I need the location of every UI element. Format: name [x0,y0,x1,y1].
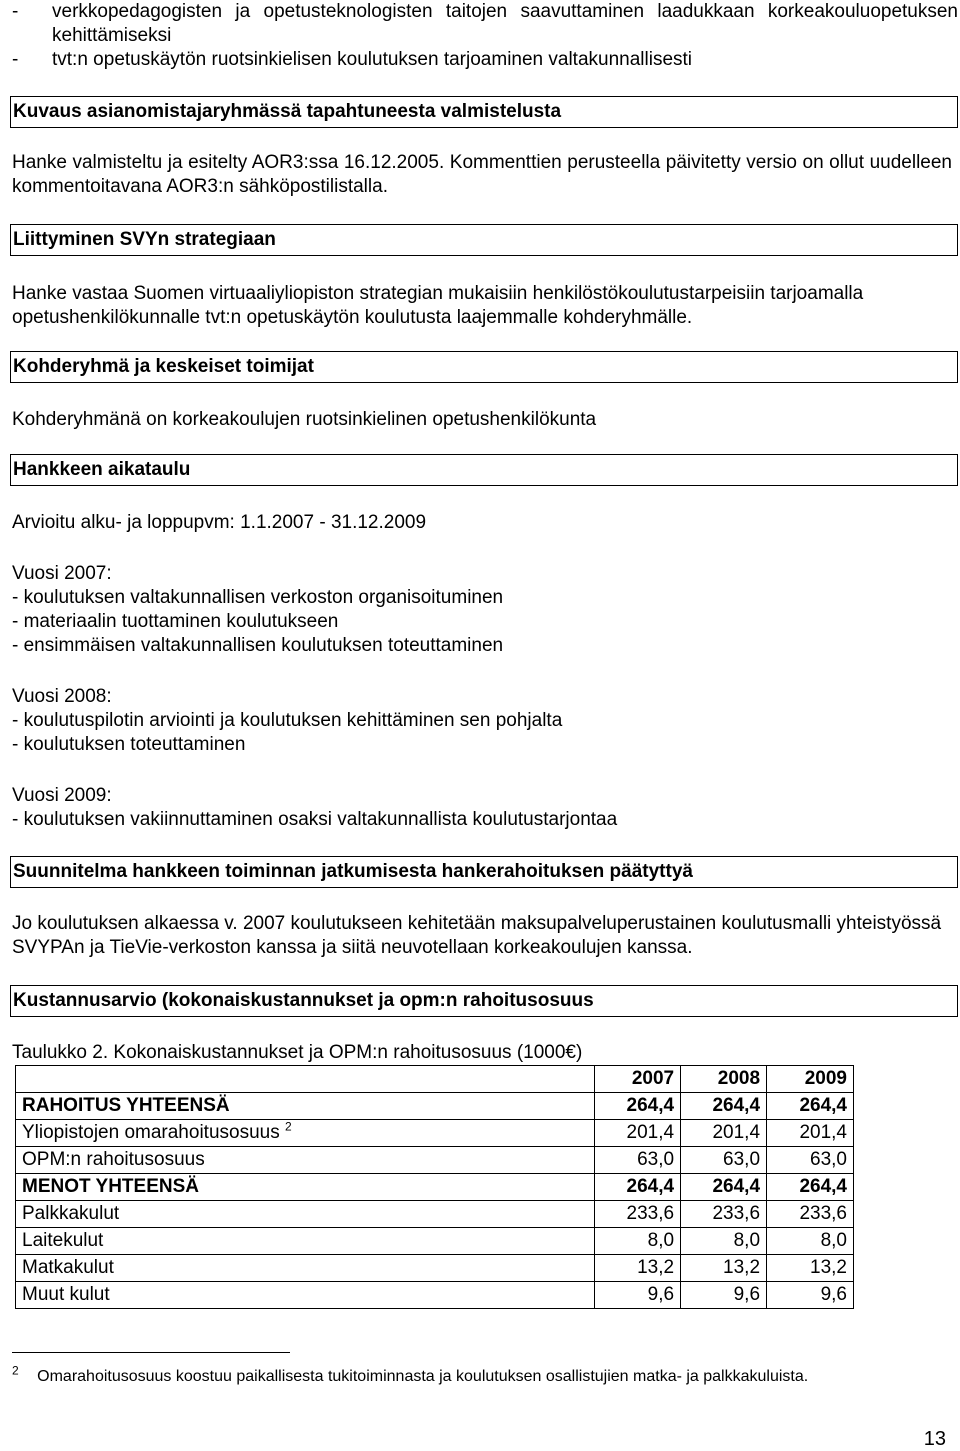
table-cell [16,1066,595,1093]
table-cell: 8,0 [681,1228,767,1255]
year-label: Vuosi 2009: [12,785,112,806]
table-cell: 63,0 [681,1147,767,1174]
table-cell: 13,2 [681,1255,767,1282]
kohderyhma-body: Kohderyhmänä on korkeakoulujen ruotsinkielinen opetushenkilökunta [12,409,597,430]
section-heading-strategia: Liittyminen SVYn strategiaan [10,224,958,256]
row-label: Matkakulut [16,1255,595,1282]
list-item: - tvt:n opetuskäytön ruotsinkielisen koulutuksen tarjoaminen valtakunnallisesti [12,49,693,70]
footnote-text: Omarahoitusosuus koostuu paikallisesta tukitoiminnasta ja koulutuksen osallistujien matka- ja palkkakuluista. [37,1368,809,1385]
table-cell: 264,4 [767,1174,854,1201]
table-cell: 9,6 [767,1282,854,1309]
list-item: - koulutuksen toteuttaminen [12,734,246,755]
table-cell: 233,6 [595,1201,681,1228]
table-row [16,1120,854,1147]
section-heading-jatko: Suunnitelma hankkeen toiminnan jatkumisesta hankerahoituksen päätyttyä [10,856,958,888]
table-cell: 264,4 [681,1093,767,1120]
kuvaus-body: Hanke valmisteltu ja esitelty AOR3:ssa 16.12.2005. Kommenttien perusteella päivitetty versio on ollut uudelleen kommentoitavana AOR3:n sähköpostilistalla. [12,152,952,197]
table-cell: 13,2 [767,1255,854,1282]
schedule-2009 [12,784,958,832]
footnote-mark: 2 [12,1363,19,1378]
schedule-2008 [12,685,958,757]
list-item: - koulutuksen vakiinnuttaminen osaksi valtakunnallista koulutustarjontaa [12,809,618,830]
list-item: - verkkopedagogisten ja opetusteknologisten taitojen saavuttaminen laadukkaan korkeakouluopetuksen kehittämiseksi [12,1,958,46]
row-label: Laitekulut [16,1228,595,1255]
table-cell: 201,4 [595,1120,681,1147]
section-heading-aikataulu: Hankkeen aikataulu [10,454,958,486]
table-cell: 201,4 [681,1120,767,1147]
table-cell: 8,0 [595,1228,681,1255]
intro-list [12,0,958,72]
table-cell: 9,6 [681,1282,767,1309]
table-cell: 233,6 [767,1201,854,1228]
table-row [16,1282,854,1309]
list-item: - koulutuksen valtakunnallisen verkoston organisoituminen [12,587,504,608]
table-cell: 264,4 [767,1093,854,1120]
strategia-body: Hanke vastaa Suomen virtuaaliyliopiston strategian mukaisiin henkilöstökoulutustarpeisiin tarjoamalla opetushenkilökunnalle tvt:n opetuskäytön koulutusta laajemmalle kohderyhmälle. [12,283,864,328]
table-cell: 264,4 [595,1174,681,1201]
table-cell: 264,4 [681,1174,767,1201]
table-cell: 63,0 [595,1147,681,1174]
year-header: 2009 [767,1066,854,1093]
table-cell: 13,2 [595,1255,681,1282]
cost-table [15,1065,854,1309]
row-label: OPM:n rahoitusosuus [16,1147,595,1174]
schedule-2007 [12,562,958,658]
section-heading-kustannus: Kustannusarvio (kokonaiskustannukset ja opm:n rahoitusosuus [10,985,958,1017]
table-row [16,1147,854,1174]
section-heading-kohderyhma: Kohderyhmä ja keskeiset toimijat [10,351,958,383]
footnote [12,1363,902,1388]
table-cell: 201,4 [767,1120,854,1147]
table-caption: Taulukko 2. Kokonaiskustannukset ja OPM:n rahoitusosuus (1000€) [12,1042,583,1063]
table-cell: 63,0 [767,1147,854,1174]
table-row [16,1174,854,1201]
table-row [16,1228,854,1255]
table-cell: 8,0 [767,1228,854,1255]
table-cell: 9,6 [595,1282,681,1309]
footnote-separator [12,1352,290,1353]
footnote-ref: 2 [285,1119,292,1134]
year-header: 2007 [595,1066,681,1093]
list-item: - materiaalin tuottaminen koulutukseen [12,611,339,632]
table-cell: 264,4 [595,1093,681,1120]
row-label: MENOT YHTEENSÄ [16,1174,595,1201]
row-label: Yliopistojen omarahoitusosuus $^2$ [16,1120,595,1147]
table-row [16,1255,854,1282]
list-item: - koulutuspilotin arviointi ja koulutuksen kehittäminen sen pohjalta [12,710,563,731]
aikataulu-dates: Arvioitu alku- ja loppupvm: 1.1.2007 - 31.12.2009 [12,512,427,533]
row-label: Palkkakulut [16,1201,595,1228]
section-heading-kuvaus: Kuvaus asianomistajaryhmässä tapahtuneesta valmistelusta [10,96,958,128]
year-header: 2008 [681,1066,767,1093]
jatko-body: Jo koulutuksen alkaessa v. 2007 koulutukseen kehitetään maksupalveluperustainen koulutusmalli yhteistyössä SVYPAn ja TieVie-verkoston kanssa ja siitä neuvotellaan korkeakoulujen kanssa. [12,913,942,958]
table-header-row [16,1066,854,1093]
table-row [16,1201,854,1228]
list-item: - ensimmäisen valtakunnallisen koulutuksen toteuttaminen [12,635,504,656]
year-label: Vuosi 2008: [12,686,112,707]
year-label: Vuosi 2007: [12,563,112,584]
row-label: Muut kulut [16,1282,595,1309]
table-row [16,1093,854,1120]
page-number: 13 [923,1428,946,1450]
table-cell: 233,6 [681,1201,767,1228]
row-label: RAHOITUS YHTEENSÄ [16,1093,595,1120]
